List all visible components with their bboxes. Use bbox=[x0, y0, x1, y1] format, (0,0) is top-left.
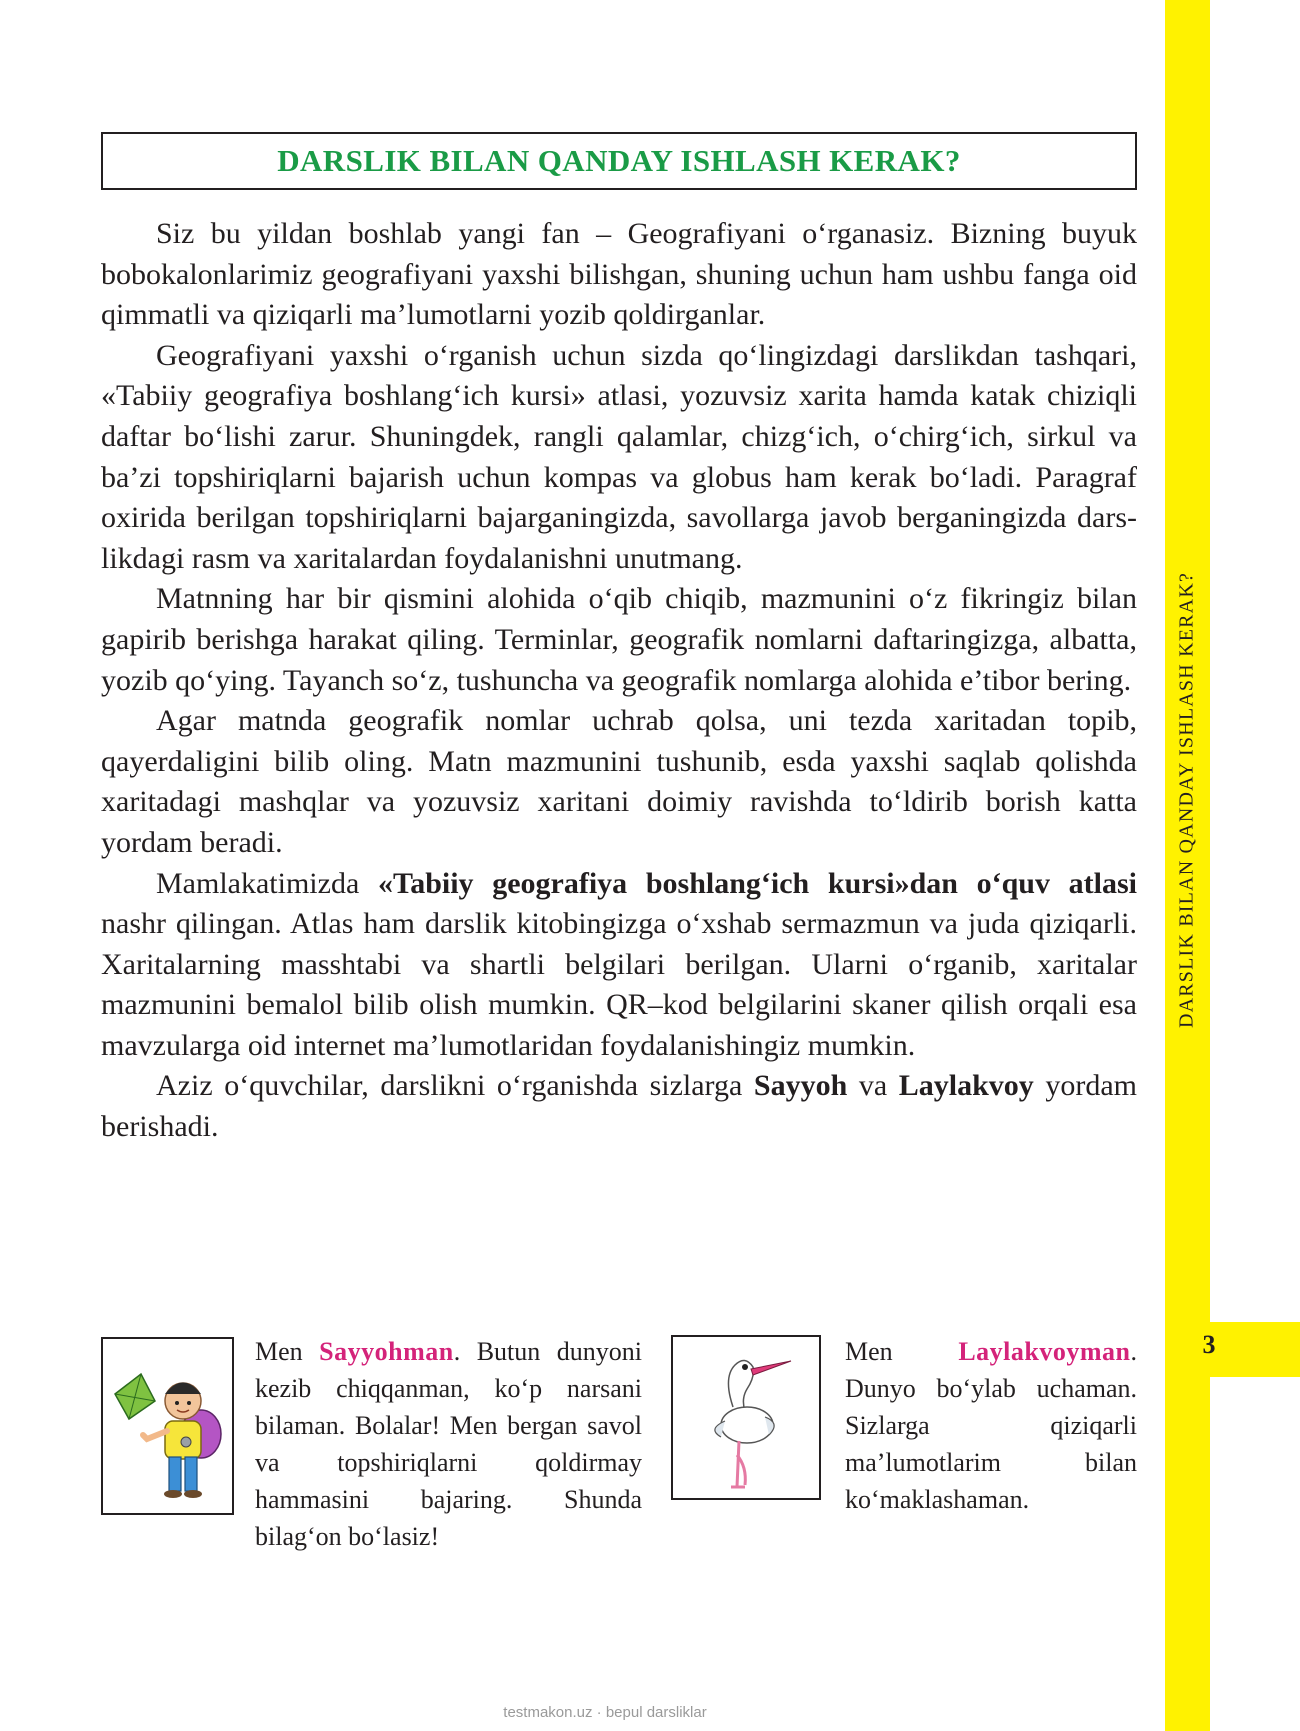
page-number: 3 bbox=[1202, 1330, 1216, 1359]
paragraph-3: Matnning har bir qismini alohida o‘qib chiqib, mazmunini o‘z fikringiz bilan gapirib berishga harakat qiling. Terminlar, geografik nomlarni daftaringizga, albatta, yozib qo‘ying. Tayanch so‘z, tushuncha va geografik nomlarga alohida e’tibor bering. bbox=[101, 582, 1137, 697]
body-text bbox=[101, 214, 1137, 1148]
side-running-title: DARSLIK BILAN QANDAY ISHLASH KERAK? bbox=[1175, 571, 1198, 1029]
paragraph-5-rest: nashr qilingan. Atlas ham darslik kitobingizga o‘xshab sermazmun va juda qiziqarli. Xaritalarning masshtabi va shartli belgilari berilgan. Ularni o‘rganib, xaritalar mazmunini bemalol bilib olish mumkin. QR–kod belgilarini skaner qilish orqali esa mavzularga oid internet ma’lumotlaridan foydalanishingiz mumkin. bbox=[101, 907, 1137, 1062]
paragraph-6-start: Aziz o‘quvchilar, darslikni o‘rganishda sizlarga bbox=[156, 1069, 754, 1103]
boy-traveler-illustration bbox=[103, 1339, 232, 1513]
laylakvoy-caption bbox=[845, 1333, 1137, 1518]
paragraph-5 bbox=[101, 864, 1137, 1067]
atlas-title-bold: «Tabiiy geografiya boshlang‘ich kursi»dan o‘quv atlasi bbox=[377, 866, 1137, 900]
page-number-tab bbox=[1165, 1322, 1300, 1377]
paragraph-6-and: va bbox=[847, 1069, 899, 1103]
paragraph-5-start: Mamlakatimizda bbox=[156, 866, 378, 900]
paragraph-6 bbox=[101, 1066, 1137, 1147]
laylakvoy-caption-text: . Dunyo bo‘ylab uchaman. Sizlarga qiziqarli ma’lumotlarim bilan ko‘maklashaman. bbox=[845, 1337, 1137, 1514]
laylakvoy-caption-prefix: Men bbox=[845, 1337, 959, 1366]
footer-watermark: testmakon.uz · bepul darsliklar bbox=[503, 1704, 707, 1721]
paragraph-4: Agar matnda geografik nomlar uchrab qolsa, uni tezda xaritadan topib, qayerdaligini bilib oling. Matn mazmunini tushunib, esda yaxshi saqlab qolishda xaritadagi mashqlar va yozuvsiz xaritani doimiy ravishda to‘ldirib borish katta yordam beradi. bbox=[101, 704, 1137, 859]
laylakvoy-bold: Laylakvoy bbox=[898, 1069, 1034, 1103]
stork-illustration bbox=[673, 1337, 819, 1498]
paragraph-2: Geografiyani yaxshi o‘rganish uchun sizda qo‘lingizdagi darslikdan tashqari, «Tabiiy geografiya boshlang‘ich kursi» atlasi, yozuvsiz xarita hamda katak chiziqli daftar bo‘lishi zarur. Shuningdek, rangli qalamlar, chizg‘ich, o‘chirg‘ich, sirkul va ba’zi topshiriqlarni bajarish uchun kompas va globus ham kerak bo‘ladi. Paragraf oxirida berilgan topshiriqlarni bajarganingizda, savollarga javob berganingizda darslikdagi rasm va xaritalardan foydalanishni unutmang. bbox=[101, 338, 1137, 575]
sayyoh-caption-prefix: Men bbox=[255, 1337, 320, 1366]
sayyoh-name: Sayyohman bbox=[319, 1337, 454, 1366]
sayyoh-image-frame bbox=[101, 1337, 234, 1515]
sayyoh-bold: Sayyoh bbox=[753, 1069, 848, 1103]
title-box bbox=[101, 132, 1137, 190]
laylakvoy-name: Laylakvoyman bbox=[958, 1337, 1131, 1366]
paragraph-1: Siz bu yildan boshlab yangi fan – Geografiyani o‘rganasiz. Bizning buyuk bobokalonlarimiz geografiyani yaxshi bilishgan, shuning uchun ham ushbu fanga oid qimmatli va qiziqarli ma’lumotlarni yozib qoldirganlar. bbox=[101, 217, 1137, 332]
laylakvoy-image-frame bbox=[671, 1335, 821, 1500]
paragraph-6-end: yordam berishadi. bbox=[101, 1069, 1137, 1144]
sayyoh-caption bbox=[255, 1333, 642, 1555]
sayyoh-caption-text: . Butun dunyoni kezib chiqqanman, ko‘p narsani bilaman. Bolalar! Men bergan savol va topshiriqlarni qoldirmay hammasini bajaring. Shunda bilag‘on bo‘lasiz! bbox=[255, 1337, 642, 1551]
page-title: DARSLIK BILAN QANDAY ISHLASH KERAK? bbox=[277, 143, 961, 178]
